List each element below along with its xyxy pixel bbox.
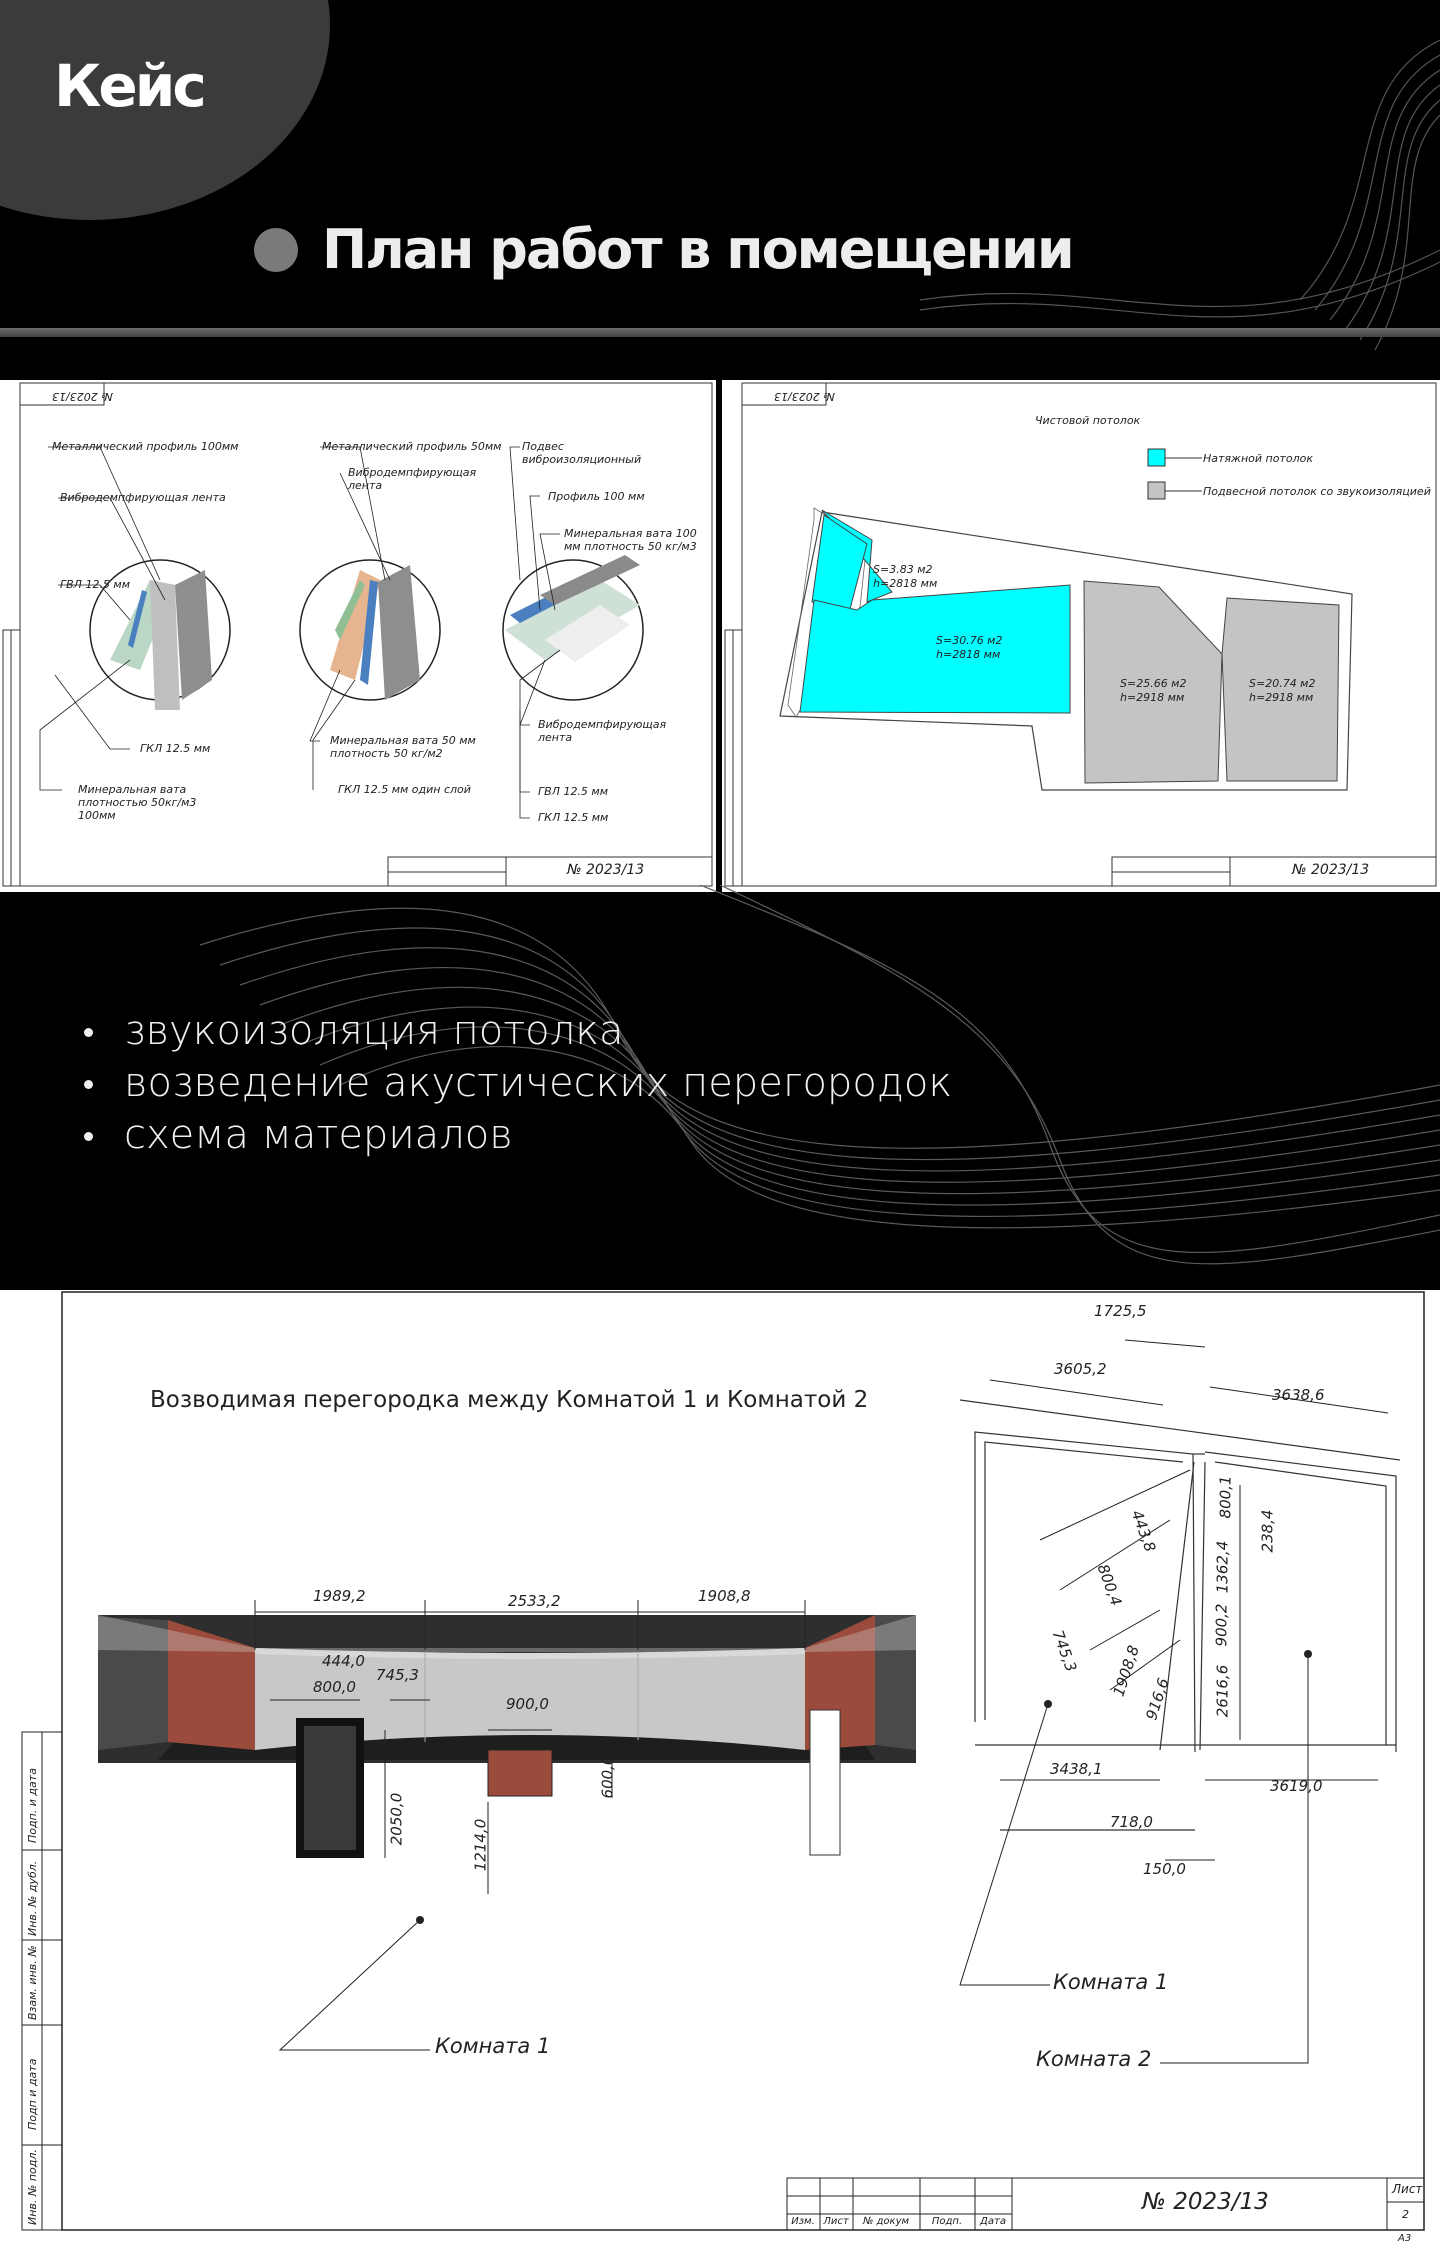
paper-format: А3 bbox=[1398, 2233, 1412, 2244]
zone-4-area: S=20.74 м2 bbox=[1249, 677, 1316, 690]
plan-room-1-label: Комната 1 bbox=[1053, 1970, 1169, 1994]
plan-dim: 1362,4 bbox=[1213, 1540, 1232, 1594]
elev-dim: 900,0 bbox=[506, 1695, 549, 1713]
plan-dim: 1908,8 bbox=[1109, 1643, 1143, 1699]
label-gkl-1: ГКЛ 12.5 мм bbox=[140, 742, 211, 755]
hero-divider-line bbox=[0, 328, 1440, 337]
doc-number-corner: № 2023/13 bbox=[774, 390, 835, 403]
side-label: Подп. и дата bbox=[26, 1768, 39, 1843]
label-gkl-single: ГКЛ 12.5 мм один слой bbox=[338, 783, 471, 796]
plan-dim: 443,8 bbox=[1127, 1507, 1160, 1555]
title-row bbox=[254, 218, 1073, 281]
plan-dim: 900,2 bbox=[1212, 1603, 1231, 1647]
zone-3-area: S=25.66 м2 bbox=[1120, 677, 1187, 690]
elev-dim: 1214,0 bbox=[471, 1818, 490, 1872]
plan-dim: 2616,6 bbox=[1213, 1664, 1232, 1718]
side-label: Подп и дата bbox=[26, 2058, 39, 2130]
sheet-label: Лист bbox=[1392, 2182, 1423, 2196]
label-mineral-wool-3: Минеральная вата 100 мм плотность 50 кг/м3 bbox=[564, 527, 697, 553]
elev-dim: 600,0 bbox=[598, 1755, 617, 1799]
doc-number: № 2023/13 bbox=[1142, 2189, 1269, 2215]
hero-waves-decoration bbox=[920, 0, 1440, 380]
plan-dim: 800,4 bbox=[1093, 1561, 1126, 1609]
hero-section bbox=[0, 0, 1440, 380]
legend-stretch-ceiling: Натяжной потолок bbox=[1203, 452, 1313, 465]
sheet-number: 2 bbox=[1402, 2208, 1409, 2221]
doc-number: № 2023/13 bbox=[1292, 862, 1370, 878]
label-gvl-1: ГВЛ 12.5 мм bbox=[60, 578, 131, 591]
label-vibro-tape-1: Вибродемпфирующая лента bbox=[60, 491, 226, 504]
plan-dim: 916,6 bbox=[1142, 1675, 1173, 1723]
list-item: схема материалов bbox=[80, 1109, 952, 1161]
plan-title: Чистовой потолок bbox=[1035, 414, 1141, 427]
label-gkl-3: ГКЛ 12.5 мм bbox=[538, 811, 609, 824]
plan-dim: 3638,6 bbox=[1272, 1386, 1325, 1404]
stamp-col: Изм. bbox=[791, 2216, 815, 2227]
ceiling-plan-drawing bbox=[722, 380, 1440, 892]
side-label: Взам. инв. № bbox=[26, 1945, 39, 2020]
zone-2-area: S=30.76 м2 bbox=[936, 634, 1003, 647]
doc-number-corner: № 2023/13 bbox=[52, 390, 113, 403]
label-metal-profile-50: Металлический профиль 50мм bbox=[322, 440, 502, 453]
plan-dim: 150,0 bbox=[1143, 1860, 1186, 1878]
stamp-col: № докум bbox=[862, 2216, 910, 2227]
list-item: звукоизоляция потолка bbox=[80, 1005, 952, 1057]
plan-dim: 800,1 bbox=[1216, 1475, 1235, 1519]
plan-dim: 3438,1 bbox=[1050, 1760, 1103, 1778]
page-title: План работ в помещении bbox=[322, 218, 1073, 281]
label-vibro-tape-3: Вибродемпфирующая лента bbox=[538, 718, 667, 744]
zone-1-height: h=2818 мм bbox=[873, 577, 938, 590]
elev-dim: 800,0 bbox=[313, 1678, 356, 1696]
zone-3-height: h=2918 мм bbox=[1120, 691, 1185, 704]
drawing-sheet-partition bbox=[0, 1290, 1440, 2250]
drawing-sheet-ceiling-plan bbox=[722, 380, 1440, 892]
zone-2-height: h=2818 мм bbox=[936, 648, 1001, 661]
side-label: Инв. № дубл. bbox=[26, 1860, 39, 1936]
case-kicker: Кейс bbox=[54, 52, 204, 120]
zone-1-area: S=3.83 м2 bbox=[873, 563, 933, 576]
stamp-col: Подп. bbox=[931, 2216, 963, 2227]
partition-drawing bbox=[0, 1290, 1440, 2250]
stamp-col: Дата bbox=[980, 2216, 1006, 2227]
label-mineral-wool-1: Минеральная вата плотностью 50кг/м3 100мм bbox=[78, 783, 197, 822]
plan-dim: 3619,0 bbox=[1270, 1777, 1323, 1795]
plan-dim: 3605,2 bbox=[1054, 1360, 1107, 1378]
scope-list bbox=[80, 1005, 952, 1161]
plan-dim: 1725,5 bbox=[1094, 1302, 1147, 1320]
drawing-sheet-wall-sections bbox=[0, 380, 716, 892]
elev-dim: 1908,8 bbox=[698, 1587, 751, 1605]
elev-dim: 745,3 bbox=[376, 1666, 419, 1684]
plan-dim: 238,4 bbox=[1258, 1509, 1277, 1553]
plan-room-2-label: Комната 2 bbox=[1036, 2047, 1152, 2071]
doc-number: № 2023/13 bbox=[567, 862, 645, 878]
label-metal-profile-100: Металлический профиль 100мм bbox=[52, 440, 239, 453]
label-mineral-wool-2: Минеральная вата 50 мм плотность 50 кг/м2 bbox=[330, 734, 476, 760]
stamp-col: Лист bbox=[823, 2216, 849, 2227]
title-bullet-dot bbox=[254, 228, 298, 272]
label-vibro-tape-2: Вибродемпфирующая лента bbox=[348, 466, 477, 492]
label-profile-100: Профиль 100 мм bbox=[548, 490, 645, 503]
legend-suspended-ceiling: Подвесной потолок со звукоизоляцией bbox=[1203, 485, 1431, 498]
zone-4-height: h=2918 мм bbox=[1249, 691, 1314, 704]
label-gvl-3: ГВЛ 12.5 мм bbox=[538, 785, 609, 798]
elev-room-1-label: Комната 1 bbox=[435, 2034, 551, 2058]
list-item: возведение акустических перегородок bbox=[80, 1057, 952, 1109]
label-suspension: Подвес виброизоляционный bbox=[522, 440, 642, 466]
plan-dim: 745,3 bbox=[1048, 1627, 1081, 1675]
plan-dim: 718,0 bbox=[1110, 1813, 1153, 1831]
side-label: Инв. № подл. bbox=[26, 2149, 39, 2225]
elev-dim: 444,0 bbox=[322, 1652, 365, 1670]
elev-dim: 2533,2 bbox=[508, 1592, 561, 1610]
partition-title: Возводимая перегородка между Комнатой 1 и Комнатой 2 bbox=[150, 1387, 869, 1413]
elev-dim: 2050,0 bbox=[387, 1792, 406, 1846]
elev-dim: 1989,2 bbox=[313, 1587, 366, 1605]
